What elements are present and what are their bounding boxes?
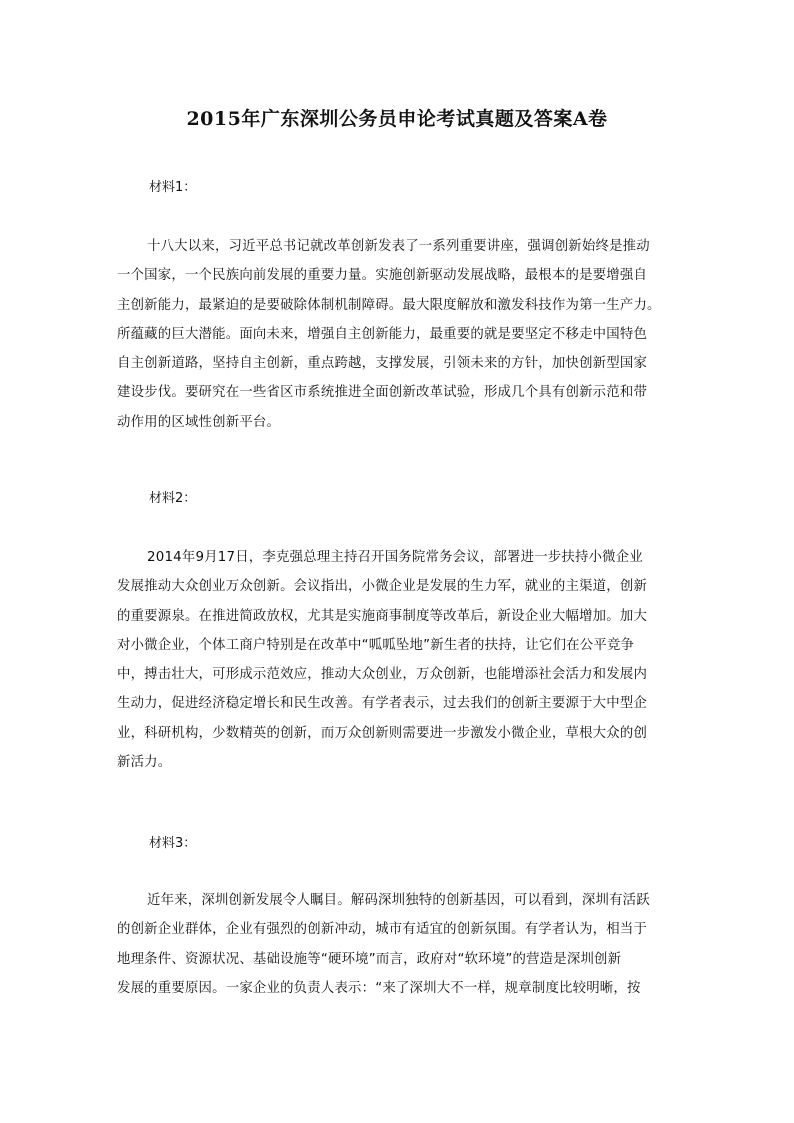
- paragraph-line: 2014年9月17日，李克强总理主持召开国务院常务会议，部署进一步扶持小微企业: [147, 550, 643, 565]
- paragraph-line: 对小微企业，个体工商户特别是在改革中“呱呱坠地”新生者的扶持，让它们在公平竞争: [117, 637, 635, 653]
- paragraph-line: 一个国家，一个民族向前发展的重要力量。实施创新驱动发展战略，最根本的是要增强自: [117, 268, 648, 284]
- material-2-label: 材料2：: [149, 491, 197, 506]
- paragraph-line: 建设步伐。要研究在一些省区市系统推进全面创新改革试验，形成几个具有创新示范和带: [117, 385, 648, 401]
- paragraph-line: 自主创新道路，坚持自主创新，重点跨越，支撑发展，引领未来的方针，加快创新型国家: [117, 356, 648, 372]
- paragraph-line: 的重要源泉。在推进简政放权，尤其是实施商事制度等改革后，新设企业大幅增加。加大: [117, 608, 648, 624]
- document-title: 2015年广东深圳公务员申论考试真题及答案A卷: [186, 108, 608, 130]
- paragraph-line: 地理条件、资源状况、基础设施等“硬环境”而言，政府对“软环境”的营造是深圳创新: [117, 951, 622, 967]
- paragraph-line: 新活力。: [117, 755, 172, 771]
- paragraph-line: 业，科研机构，少数精英的创新，而万众创新则需要进一步激发小微企业，草根大众的创: [117, 725, 648, 741]
- paragraph-line: 主创新能力，最紧迫的是要破除体制机制障碍。最大限度解放和激发科技作为第一生产力。: [117, 297, 661, 313]
- paragraph-line: 中，搏击壮大，可形成示范效应，推动大众创业，万众创新，也能增添社会活力和发展内: [117, 667, 648, 683]
- material-1-label: 材料1：: [149, 180, 197, 195]
- paragraph-line: 十八大以来，习近平总书记就改革创新发表了一系列重要讲座，强调创新始终是推动: [147, 239, 650, 254]
- material-2-paragraph: [117, 543, 687, 777]
- material-3-paragraph: [117, 886, 687, 1003]
- paragraph-line: 所蕴藏的巨大潜能。面向未来，增强自主创新能力，最重要的就是要坚定不移走中国特色: [117, 326, 648, 342]
- material-1-paragraph: [117, 232, 687, 437]
- paragraph-line: 近年来，深圳创新发展令人瞩目。解码深圳独特的创新基因，可以看到，深圳有活跃: [147, 893, 650, 908]
- paragraph-line: 动作用的区域性创新平台。: [117, 414, 281, 430]
- paragraph-line: 的创新企业群体，企业有强烈的创新冲动，城市有适宜的创新氛围。有学者认为，相当于: [117, 922, 648, 938]
- paragraph-line: 发展的重要原因。一家企业的负责人表示：“来了深圳大不一样，规章制度比较明晰，按: [117, 980, 641, 996]
- paragraph-line: 发展推动大众创业万众创新。会议指出，小微企业是发展的生力军，就业的主渠道，创新: [117, 579, 648, 595]
- paragraph-line: 生动力，促进经济稳定增长和民生改善。有学者表示，过去我们的创新主要源于大中型企: [117, 696, 648, 712]
- material-3-label: 材料3：: [149, 836, 197, 851]
